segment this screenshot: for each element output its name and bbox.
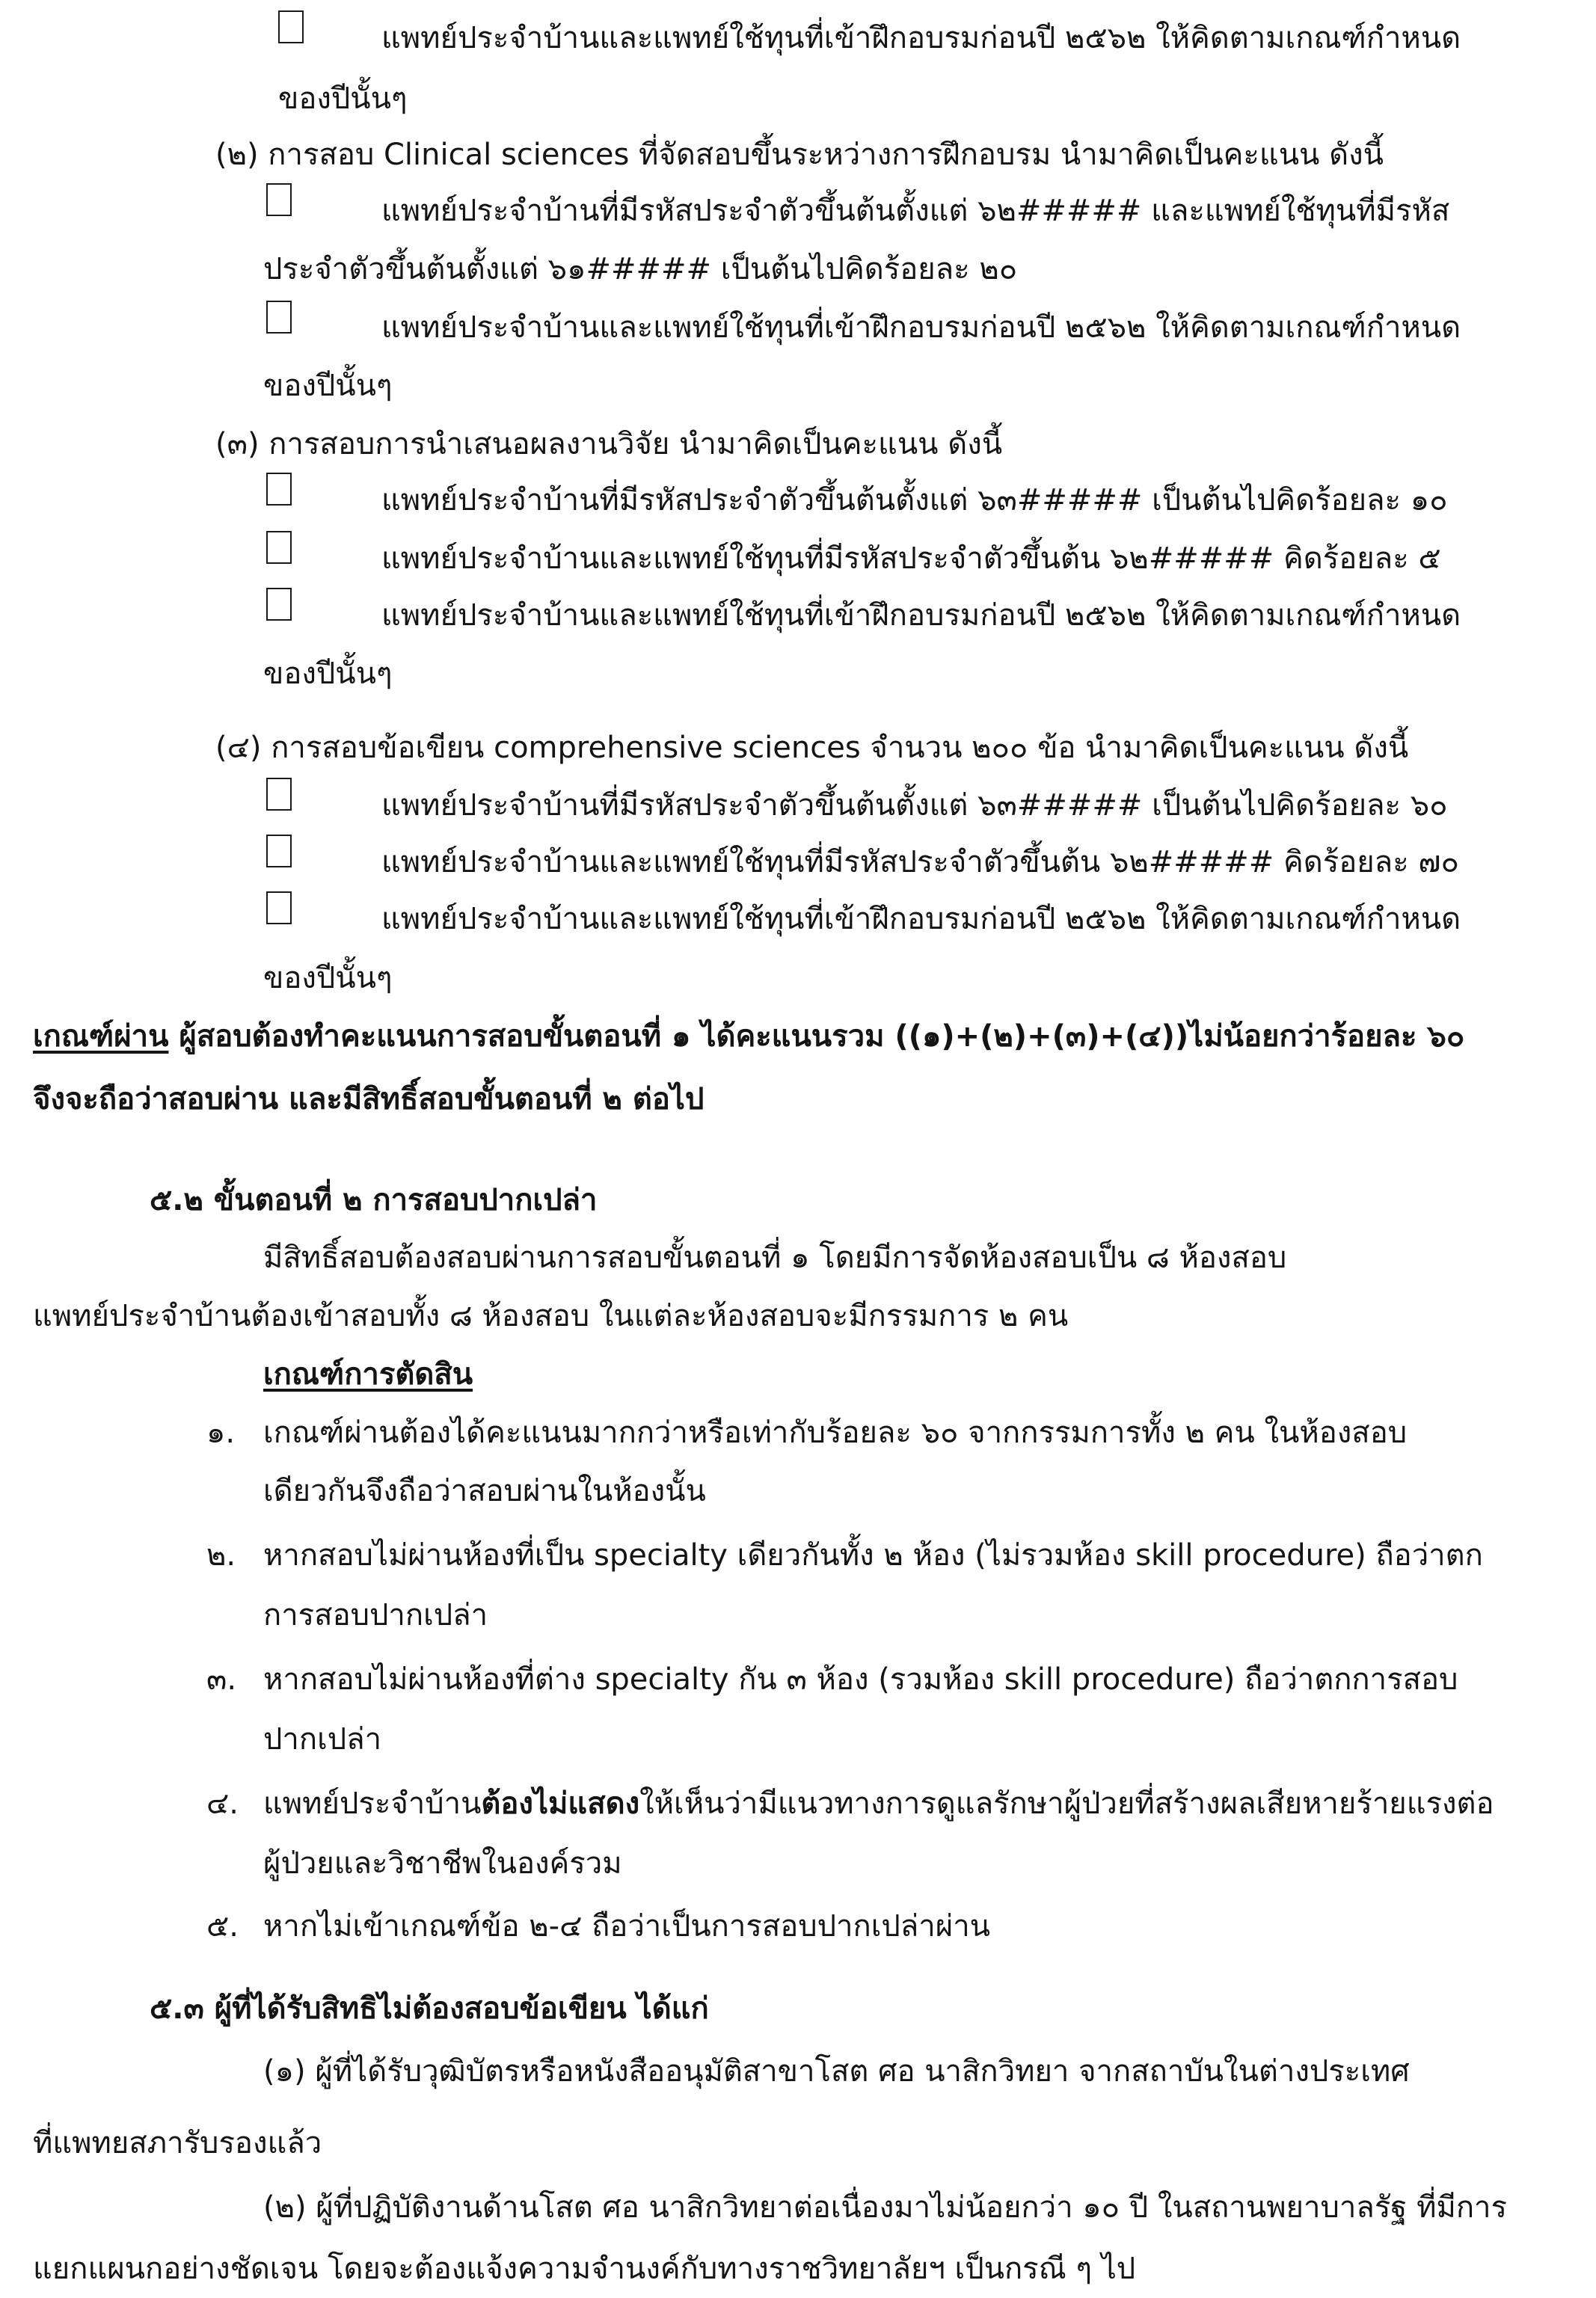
option-text: แพทย์ประจำบ้านและแพทย์ใช้ทุนที่มีรหัสประจำตัวขึ้นต้น ๖๒##### คิดร้อยละ ๗๐ (381, 845, 1459, 879)
item-4-heading: (๔) การสอบข้อเขียน comprehensive sciences จำนวน ๒๐๐ ข้อ นำมาคิดเป็นคะแนน ดังนี้ (215, 731, 1409, 765)
option-text-continued: ของปีนั้นๆ (263, 369, 393, 403)
pass-criteria-label: เกณฑ์ผ่าน (33, 1019, 169, 1054)
pass-criteria-text-continued: จึงจะถือว่าสอบผ่าน และมีสิทธิ์สอบขั้นตอนที่ ๒ ต่อไป (33, 1082, 705, 1116)
option-text: แพทย์ประจำบ้านที่มีรหัสประจำตัวขึ้นต้นตั้งแต่ ๖๓##### เป็นต้นไปคิดร้อยละ ๖๐ (381, 788, 1448, 823)
rule-text-continued: เดียวกันจึงถือว่าสอบผ่านในห้องนั้น (263, 1474, 706, 1508)
checkbox[interactable] (266, 531, 292, 564)
rule-number: ๒. (206, 1538, 236, 1573)
rule-number: ๔. (206, 1787, 239, 1821)
rule-text-continued: ผู้ป่วยและวิชาชีพในองค์รวม (263, 1846, 622, 1881)
checkbox[interactable] (278, 10, 304, 43)
rule-number: ๓. (206, 1662, 237, 1697)
section-5-2-intro: มีสิทธิ์สอบต้องสอบผ่านการสอบขั้นตอนที่ ๑ โดยมีการจัดห้องสอบเป็น ๘ ห้องสอบ (263, 1241, 1287, 1275)
pass-criteria-text: ผู้สอบต้องทำคะแนนการสอบขั้นตอนที่ ๑ ได้คะแนนรวม ((๑)+(๒)+(๓)+(๔))ไม่น้อยกว่าร้อยละ ๖๐ (168, 1019, 1465, 1054)
decision-criteria-heading: เกณฑ์การตัดสิน (263, 1357, 473, 1392)
rule-text-emphasis: ต้องไม่แสดง (481, 1787, 640, 1821)
rule-text-continued: การสอบปากเปล่า (263, 1598, 488, 1632)
checkbox[interactable] (266, 778, 292, 811)
rule-text-continued: ปากเปล่า (263, 1722, 382, 1757)
option-text: แพทย์ประจำบ้านและแพทย์ใช้ทุนที่เข้าฝึกอบรมก่อนปี ๒๕๖๒ ให้คิดตามเกณฑ์กำหนด (381, 310, 1461, 345)
checkbox[interactable] (266, 835, 292, 867)
rule-text-start: แพทย์ประจำบ้าน (263, 1787, 482, 1821)
option-text-continued: ประจำตัวขึ้นต้นตั้งแต่ ๖๑##### เป็นต้นไปคิดร้อยละ ๒๐ (263, 252, 1018, 286)
item-3-heading: (๓) การสอบการนำเสนอผลงานวิจัย นำมาคิดเป็นคะแนน ดังนี้ (215, 427, 1003, 461)
rule-text: หากไม่เข้าเกณฑ์ข้อ ๒-๔ ถือว่าเป็นการสอบปากเปล่าผ่าน (263, 1909, 990, 1944)
item-2-heading: (๒) การสอบ Clinical sciences ที่จัดสอบขึ้นระหว่างการฝึกอบรม นำมาคิดเป็นคะแนน ดังนี้ (215, 138, 1384, 172)
exemption-item-continued: ที่แพทยสภารับรองแล้ว (33, 2126, 322, 2160)
rule-text (263, 1781, 1494, 1826)
checkbox[interactable] (266, 473, 292, 506)
exemption-item: (๑) ผู้ที่ได้รับวุฒิบัตรหรือหนังสืออนุมัติสาขาโสต ศอ นาสิกวิทยา จากสถาบันในต่างประเทศ (263, 2054, 1410, 2089)
option-text: แพทย์ประจำบ้านที่มีรหัสประจำตัวขึ้นต้นตั้งแต่ ๖๒##### และแพทย์ใช้ทุนที่มีรหัส (381, 194, 1450, 228)
rule-text: เกณฑ์ผ่านต้องได้คะแนนมากกว่าหรือเท่ากับร้อยละ ๖๐ จากกรรมการทั้ง ๒ คน ในห้องสอบ (263, 1416, 1408, 1450)
rule-number: ๕. (206, 1909, 239, 1944)
rule-text: หากสอบไม่ผ่านห้องที่เป็น specialty เดียวกันทั้ง ๒ ห้อง (ไม่รวมห้อง skill procedure) ถือว่าตก (263, 1538, 1483, 1573)
option-text: แพทย์ประจำบ้านและแพทย์ใช้ทุนที่มีรหัสประจำตัวขึ้นต้น ๖๒##### คิดร้อยละ ๕ (381, 541, 1441, 576)
option-text: แพทย์ประจำบ้านและแพทย์ใช้ทุนที่เข้าฝึกอบรมก่อนปี ๒๕๖๒ ให้คิดตามเกณฑ์กำหนด (381, 21, 1461, 55)
exemption-item: (๒) ผู้ที่ปฏิบัติงานด้านโสต ศอ นาสิกวิทยาต่อเนื่องมาไม่น้อยกว่า ๑๐ ปี ในสถานพยาบาลรัฐ ที่มีการ (263, 2190, 1507, 2225)
option-text-continued: ของปีนั้นๆ (263, 657, 393, 691)
option-text: แพทย์ประจำบ้านที่มีรหัสประจำตัวขึ้นต้นตั้งแต่ ๖๓##### เป็นต้นไปคิดร้อยละ ๑๐ (381, 483, 1448, 517)
section-5-2-heading: ๕.๒ ขั้นตอนที่ ๒ การสอบปากเปล่า (150, 1183, 598, 1217)
checkbox[interactable] (266, 891, 292, 924)
checkbox[interactable] (266, 588, 292, 621)
pass-criteria-line (33, 1014, 1464, 1059)
section-5-3-heading: ๕.๓ ผู้ที่ได้รับสิทธิไม่ต้องสอบข้อเขียน ได้แก่ (150, 1991, 709, 2026)
option-text-continued: ของปีนั้นๆ (263, 961, 393, 995)
checkbox[interactable] (266, 301, 292, 334)
section-5-2-intro-continued: แพทย์ประจำบ้านต้องเข้าสอบทั้ง ๘ ห้องสอบ ในแต่ละห้องสอบจะมีกรรมการ ๒ คน (33, 1299, 1069, 1333)
exemption-item-continued: แยกแผนกอย่างชัดเจน โดยจะต้องแจ้งความจำนงค์กับทางราชวิทยาลัยฯ เป็นกรณี ๆ ไป (33, 2252, 1136, 2286)
checkbox[interactable] (266, 183, 292, 216)
rule-text: หากสอบไม่ผ่านห้องที่ต่าง specialty กัน ๓ ห้อง (รวมห้อง skill procedure) ถือว่าตกการสอบ (263, 1662, 1458, 1697)
option-text-continued: ของปีนั้นๆ (278, 82, 408, 116)
rule-number: ๑. (206, 1416, 236, 1450)
option-text: แพทย์ประจำบ้านและแพทย์ใช้ทุนที่เข้าฝึกอบรมก่อนปี ๒๕๖๒ ให้คิดตามเกณฑ์กำหนด (381, 902, 1461, 936)
rule-text-end: ให้เห็นว่ามีแนวทางการดูแลรักษาผู้ป่วยที่สร้างผลเสียหายร้ายแรงต่อ (639, 1787, 1494, 1821)
option-text: แพทย์ประจำบ้านและแพทย์ใช้ทุนที่เข้าฝึกอบรมก่อนปี ๒๕๖๒ ให้คิดตามเกณฑ์กำหนด (381, 598, 1461, 633)
